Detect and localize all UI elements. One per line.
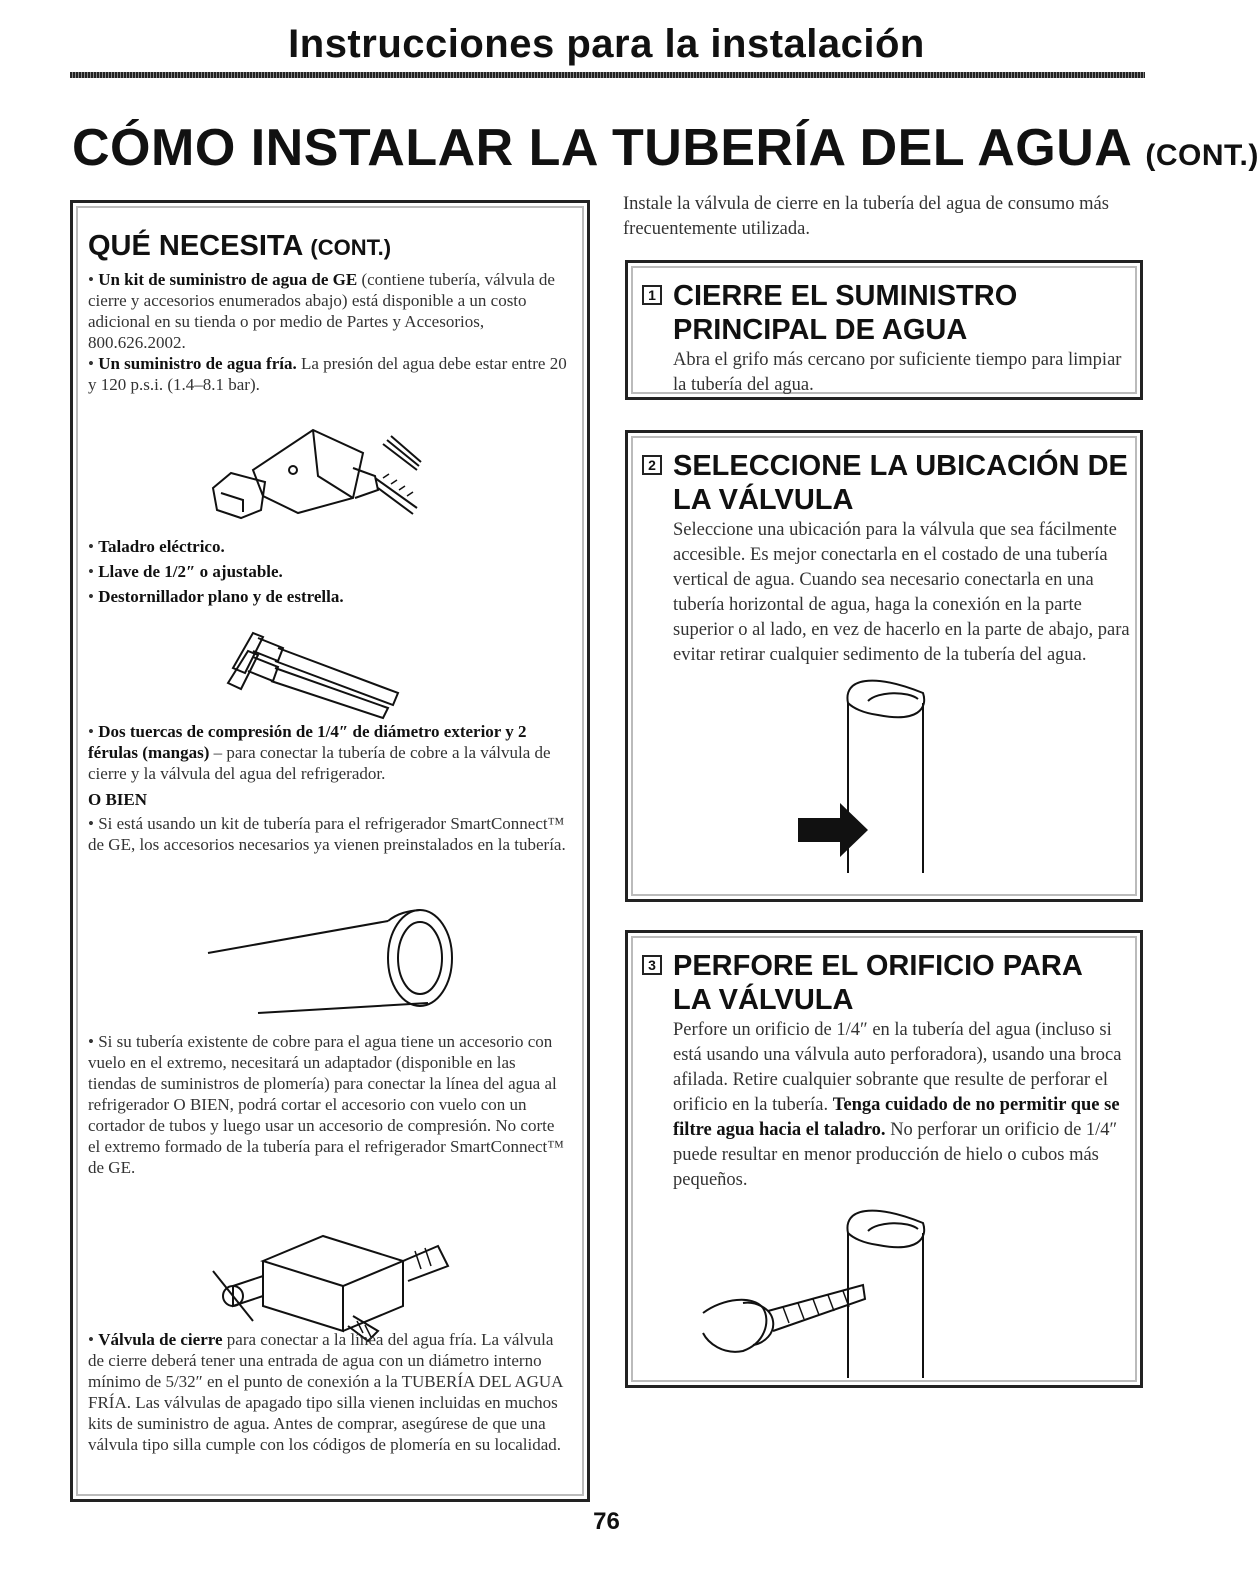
step-title <box>673 279 1123 347</box>
list-item-adapter: • Si su tubería existente de cobre para el agua tiene un accesorio con vuelo en el extremo, necesitará un adaptador (disponible en las tiendas de suministros de plomería) para conectar la línea del agua al refrigerador O BIEN, podrá cortar el accesorio con vuelo con un cortador de tubos y luego usar un accesorio de compresión. No corte el extremo formado de la tubería para el refrigerador SmartConnect™ de GE. <box>88 1032 564 1177</box>
list-item-text: – para conectar la tubería de cobre a la válvula de cierre y la válvula del agua del refrigerador. <box>88 743 551 783</box>
list-item-kit: • Un kit de suministro de agua de GE (contiene tubería, válvula de cierre y accesorios enumerados abajo) está disponible a un costo adicional en su tienda o por medio de Partes y Accesorios, 800.626.2002. <box>88 270 555 352</box>
step-title <box>673 449 1133 517</box>
list-item-text: Si está usando un kit de tubería para el refrigerador SmartConnect™ de GE, los accesorios necesarios ya vienen preinstalados en la tubería. <box>88 814 566 854</box>
page-number: 76 <box>593 1508 620 1535</box>
step-1-panel <box>625 260 1143 400</box>
or-label-text: O BIEN <box>88 790 148 809</box>
step-title-line: LA VÁLVULA <box>673 484 854 516</box>
or-label <box>88 789 568 810</box>
step-3-panel <box>625 930 1143 1388</box>
intro-text: Instale la válvula de cierre en la tubería del agua de consumo más frecuentemente utilizada. <box>623 194 1109 239</box>
section-title <box>72 118 1259 178</box>
list-item-screwdriver: • Destornillador plano y de estrella. <box>88 587 344 606</box>
list-item-cold-water: • Un suministro de agua fría. La presión del agua debe estar entre 20 y 120 p.s.i. (1.4–8.1 bar). <box>88 354 567 394</box>
step-body: Abra el grifo más cercano por suficiente tiempo para limpiar la tubería del agua. <box>673 350 1122 395</box>
step-title-line: SELECCIONE LA UBICACIÓN DE <box>673 450 1128 482</box>
page-header-title: Instrucciones para la instalación <box>288 22 925 66</box>
section-title-text: CÓMO INSTALAR LA TUBERÍA DEL AGUA <box>72 119 1131 177</box>
list-item-smartconnect: • Si está usando un kit de tubería para el refrigerador SmartConnect™ de GE, los accesorios necesarios ya vienen preinstalados en la tubería. <box>88 814 566 854</box>
list-item-bold: Destornillador plano y de estrella. <box>98 587 344 606</box>
list-item-shutoff-valve: • Válvula de cierre para conectar a la línea del agua fría. La válvula de cierre deberá tener una entrada de agua con un diámetro interno mínimo de 5/32″ en el punto de conexión a la TUBERÍA DEL AGUA FRÍA. Las válvulas de apagado tipo silla vienen incluidas en muchos kits de suministro de agua. Antes de comprar, asegúrese de que una válvula tipo silla cumple con los códigos de plomería en su localidad. <box>88 1330 563 1454</box>
step-number-badge: 3 <box>642 955 662 975</box>
step-title <box>673 949 1133 1017</box>
list-item-wrench: • Llave de 1/2″ o ajustable. <box>88 562 283 581</box>
step-2-panel <box>625 430 1143 902</box>
list-item-bold: Llave de 1/2″ o ajustable. <box>98 562 283 581</box>
compression-nuts-illustration <box>223 623 423 718</box>
step-title-line: PRINCIPAL DE AGUA <box>673 314 968 346</box>
list-item-bold: Un suministro de agua fría. <box>98 354 297 373</box>
list-item-compression-nuts: • Dos tuercas de compresión de 1/4″ de diámetro exterior y 2 férulas (mangas) – para conectar la tubería de cobre a la válvula de cierre y la válvula del agua del refrigerador. <box>88 722 551 783</box>
list-item-bold: Válvula de cierre <box>98 1330 223 1349</box>
step-body: Seleccione una ubicación para la válvula que sea fácilmente accesible. Es mejor conectarla en el costado de una tubería vertical de agua. Cuando sea necesario conectarla en una tubería horizontal de agua, haga la conexión en la parte superior o al lado, en vez de hacerlo en la parte de abajo, para evitar retirar cualquier sedimento de la tubería del agua. <box>673 520 1130 665</box>
step-body <box>673 1018 1133 1193</box>
step-body-warning: Tenga cuidado de no permitir que se filtre agua hacia el taladro. <box>673 1095 1120 1140</box>
list-item-text: Si su tubería existente de cobre para el agua tiene un accesorio con vuelo en el extremo, necesitará un adaptador (disponible en las tiendas de suministros de plomería) para conectar la línea del agua al refrigerador O BIEN, podrá cortar el accesorio con vuelo con un cortador de tubos y luego usar un accesorio de compresión. No corte el extremo formado de la tubería para el refrigerador SmartConnect™ de GE. <box>88 1032 564 1177</box>
shutoff-valve-illustration <box>203 1221 453 1341</box>
step-number-badge: 1 <box>642 285 662 305</box>
list-item-bold: Taladro eléctrico. <box>98 537 225 556</box>
section-title-suffix: (CONT.) <box>1145 139 1259 172</box>
list-item-text: (contiene tubería, válvula de cierre y accesorios enumerados abajo) está disponible a un costo adicional en su tienda o por medio de Partes y Accesorios, 800.626.2002. <box>88 270 555 352</box>
panel-title <box>88 229 391 265</box>
step-title-line: LA VÁLVULA <box>673 984 854 1016</box>
list-item-bold: Un kit de suministro de agua de GE <box>98 270 358 289</box>
step-body-text: No perforar un orificio de 1/4″ puede resultar en menor producción de hielo o cubos más pequeños. <box>673 1120 1118 1190</box>
panel-title-text: QUÉ NECESITA <box>88 230 303 262</box>
panel-title-suffix: (CONT.) <box>310 235 392 260</box>
step-title-line: PERFORE EL ORIFICIO PARA <box>673 950 1083 982</box>
header-rule <box>70 72 1145 78</box>
step-body-text: Perfore un orificio de 1/4″ en la tubería del agua (incluso si está usando una válvula auto perforadora), usando una broca afilada. Retire cualquier sobrante que resulte de perforar el orificio en la tubería. <box>673 1020 1122 1115</box>
step-number-badge: 2 <box>642 455 662 475</box>
list-item-drill: • Taladro eléctrico. <box>88 537 225 556</box>
electric-drill-illustration <box>203 418 433 543</box>
drilling-pipe-illustration <box>703 1203 983 1383</box>
step-title-line: CIERRE EL SUMINISTRO <box>673 280 1018 312</box>
list-item-text: La presión del agua debe estar entre 20 y 120 p.s.i. (1.4–8.1 bar). <box>88 354 567 394</box>
what-you-need-panel <box>70 200 590 1502</box>
flared-pipe-illustration <box>198 893 473 1028</box>
list-item-text: para conectar a la línea del agua fría. La válvula de cierre deberá tener una entrada de agua con un diámetro interno mínimo de 5/32″ en el punto de conexión a la TUBERÍA DEL AGUA FRÍA. Las válvulas de apagado tipo silla vienen incluidas en muchos kits de suministro de agua. Antes de comprar, asegúrese de que una válvula tipo silla cumple con los códigos de plomería en su localidad. <box>88 1330 563 1454</box>
vertical-pipe-arrow-illustration <box>778 673 958 883</box>
list-item-bold: Dos tuercas de compresión de 1/4″ de diámetro exterior y 2 férulas (mangas) <box>88 722 527 762</box>
